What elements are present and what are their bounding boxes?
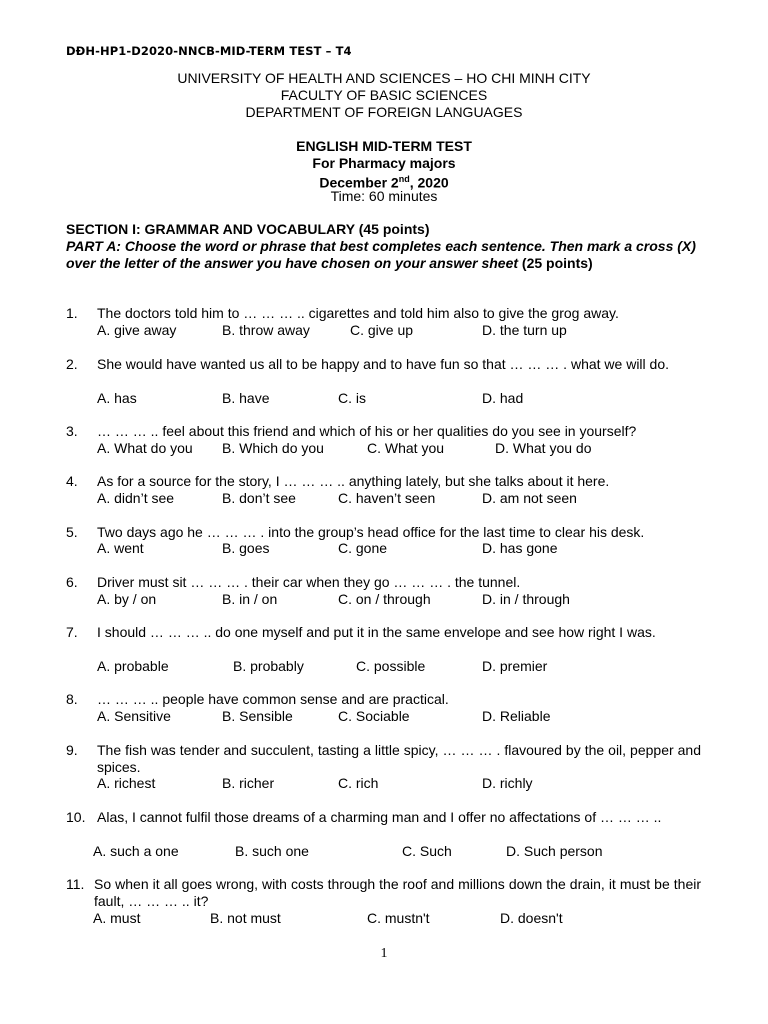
part-instruction-text: Choose the word or phrase that best completes each sentence. Then mark a cross (X) over the letter of the answer you have chosen on your answer sheet: [66, 238, 696, 271]
option-b: B. such one: [235, 843, 309, 859]
part-points: (25 points): [518, 255, 593, 271]
document-code: DĐH-HP1-D2020-NNCB-MID-TERM TEST – T4: [66, 44, 352, 58]
question-number: 6.: [66, 574, 78, 590]
part-label: PART A:: [66, 238, 121, 254]
option-b: B. Sensible: [222, 708, 293, 724]
option-b: B. probably: [233, 658, 304, 674]
question-number: 9.: [66, 742, 78, 758]
option-c: C. give up: [350, 322, 414, 338]
option-d: D. Such person: [506, 843, 603, 859]
question-stem: Driver must sit … … … . their car when they go … … … . the tunnel.: [97, 574, 521, 590]
option-d: D. What you do: [495, 440, 592, 456]
option-d: D. has gone: [482, 540, 558, 556]
option-c: C. Sociable: [338, 708, 410, 724]
option-a: A. has: [97, 390, 137, 406]
question-stem: … … … .. people have common sense and are practical.: [97, 691, 449, 707]
option-a: A. What do you: [97, 440, 193, 456]
option-b: B. Which do you: [222, 440, 324, 456]
question-number: 10.: [66, 809, 86, 825]
option-b: B. richer: [222, 775, 275, 791]
option-b: B. don’t see: [222, 490, 296, 506]
option-c: C. possible: [356, 658, 426, 674]
option-d: D. premier: [482, 658, 548, 674]
question-stem: So when it all goes wrong, with costs through the roof and millions down the drain, it must be their fault, … … … .. it?: [94, 876, 701, 909]
test-time: Time: 60 minutes: [330, 188, 438, 204]
option-c: C. rich: [338, 775, 379, 791]
question-stem: Two days ago he … … … . into the group’s head office for the last time to clear his desk.: [97, 524, 645, 540]
question-stem: I should … … … .. do one myself and put it in the same envelope and see how right I was.: [97, 624, 656, 640]
option-b: B. goes: [222, 540, 270, 556]
test-audience: For Pharmacy majors: [312, 155, 456, 171]
question-number: 5.: [66, 524, 78, 540]
option-a: A. richest: [97, 775, 156, 791]
test-title: ENGLISH MID-TERM TEST: [296, 138, 472, 154]
question-stem: She would have wanted us all to be happy and to have fun so that … … … . what we will do.: [97, 356, 670, 372]
option-c: C. haven’t seen: [338, 490, 436, 506]
option-a: A. Sensitive: [97, 708, 171, 724]
option-c: C. gone: [338, 540, 388, 556]
question-stem: The doctors told him to … … … .. cigarettes and told him also to give the grog away.: [97, 305, 619, 321]
option-a: A. probable: [97, 658, 169, 674]
department-name: DEPARTMENT OF FOREIGN LANGUAGES: [245, 104, 523, 120]
option-d: D. Reliable: [482, 708, 551, 724]
question-number: 1.: [66, 305, 78, 321]
option-b: B. in / on: [222, 591, 278, 607]
option-a: A. give away: [97, 322, 177, 338]
question-number: 7.: [66, 624, 78, 640]
option-d: D. the turn up: [482, 322, 567, 338]
test-date-prefix: December 2: [319, 174, 399, 191]
option-d: D. richly: [482, 775, 533, 791]
option-d: D. had: [482, 390, 524, 406]
question-number: 4.: [66, 473, 78, 489]
option-c: C. on / through: [338, 591, 431, 607]
part-instructions: [66, 238, 706, 272]
question-number: 3.: [66, 423, 78, 439]
option-c: C. mustn't: [367, 910, 430, 926]
option-b: B. not must: [210, 910, 281, 926]
option-b: B. have: [222, 390, 270, 406]
option-a: A. such a one: [93, 843, 179, 859]
question-stem: … … … .. feel about this friend and which of his or her qualities do you see in yourself?: [97, 423, 637, 439]
option-c: C. What you: [367, 440, 445, 456]
option-d: D. doesn't: [500, 910, 563, 926]
option-b: B. throw away: [222, 322, 310, 338]
option-d: D. am not seen: [482, 490, 577, 506]
question-stem: As for a source for the story, I … … … .. anything lately, but she talks about it here.: [97, 473, 610, 489]
option-c: C. is: [338, 390, 366, 406]
question-stem: The fish was tender and succulent, tasting a little spicy, … … … . flavoured by the oil, pepper and spices.: [97, 742, 701, 775]
university-name: UNIVERSITY OF HEALTH AND SCIENCES – HO CHI MINH CITY: [177, 70, 591, 86]
option-c: C. Such: [402, 843, 452, 859]
option-a: A. didn’t see: [97, 490, 175, 506]
faculty-name: FACULTY OF BASIC SCIENCES: [280, 87, 488, 103]
option-a: A. by / on: [97, 591, 157, 607]
page-number: 1: [380, 946, 388, 961]
question-number: 2.: [66, 356, 78, 372]
option-d: D. in / through: [482, 591, 570, 607]
option-a: A. must: [93, 910, 141, 926]
question-stem: Alas, I cannot fulfil those dreams of a charming man and I offer no affectations of … … … ..: [97, 809, 662, 825]
question-number: 8.: [66, 691, 78, 707]
section-title: SECTION I: GRAMMAR AND VOCABULARY (45 points): [66, 221, 430, 237]
test-date-sup: nd: [398, 174, 410, 184]
option-a: A. went: [97, 540, 144, 556]
test-date-suffix: , 2020: [409, 174, 449, 191]
question-number: 11.: [66, 876, 85, 892]
